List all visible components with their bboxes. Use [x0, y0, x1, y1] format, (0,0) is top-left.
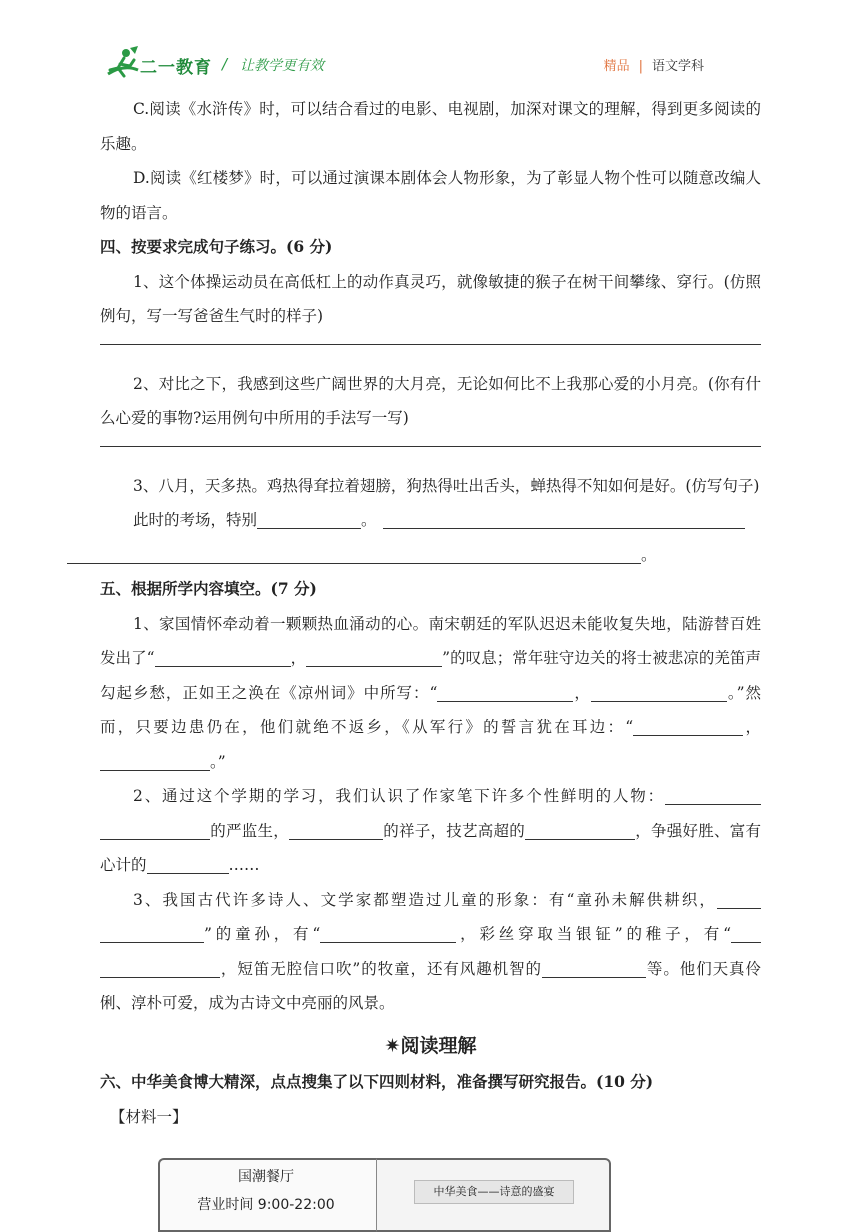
menu-tag: 中华美食——诗意的盛宴	[414, 1180, 574, 1204]
reading-section-title: ✷阅读理解	[384, 1034, 477, 1057]
fill-blank[interactable]	[437, 684, 573, 701]
s4-question-1: 1、这个体操运动员在高低杠上的动作真灵巧，就像敏捷的猴子在树干间攀缘、穿行。(仿照例句，写一写爸爸生气时的样子)	[100, 272, 761, 325]
restaurant-name: 国潮餐厅	[238, 1169, 294, 1185]
fill-blank[interactable]	[731, 926, 761, 943]
s5-question-3: 3、我国古代许多诗人、文学家都塑造过儿童的形象：有“童孙未解供耕织，”的童孙，有“ ，彩丝穿取当银钲”的稚子，有“，短笛无腔信口吹”的牧童，还有风趣机智的 等。他们天真伶俐、淳朴可爱，成为古诗文中亮丽的风景。	[100, 890, 761, 1012]
s4-question-2: 2、对比之下，我感到这些广阔世界的大月亮，无论如何比不上我那心爱的小月亮。(你有什么心爱的事物?运用例句中所用的手法写一写)	[100, 374, 761, 427]
section-4-title: 四、按要求完成句子练习。(6 分)	[100, 237, 333, 256]
subject-label: 语文学科	[651, 59, 704, 74]
document-body	[100, 92, 761, 1134]
s4-question-3-fill: 此时的考场，特别 。 。	[100, 503, 761, 572]
header-slash: /	[222, 55, 228, 73]
brand-slogan: 让教学更有效	[240, 58, 324, 74]
fill-blank[interactable]	[306, 650, 442, 667]
section-6-title: 六、中华美食博大精深，点点搜集了以下四则材料，准备撰写研究报告。(10 分)	[100, 1072, 654, 1091]
fill-blank[interactable]	[633, 719, 743, 736]
s5-question-2: 2、通过这个学期的学习，我们认识了作家笔下许多个性鲜明的人物：的严监生， 的祥子，技艺高超的 ，争强好胜、富有心计的 ……	[100, 787, 761, 874]
fill-blank[interactable]	[525, 822, 635, 839]
s4-question-3: 3、八月，天多热。鸡热得耷拉着翅膀，狗热得吐出舌头，蝉热得不知如何是好。(仿写句子)	[133, 476, 760, 495]
fill-blank[interactable]	[717, 891, 761, 908]
fill-blank[interactable]	[100, 960, 220, 977]
fill-blank[interactable]	[383, 512, 745, 529]
header-right	[604, 55, 704, 74]
opening-hours: 营业时间 9:00-22:00	[197, 1197, 335, 1213]
fill-blank[interactable]	[100, 822, 210, 839]
fill-blank[interactable]	[67, 546, 641, 563]
option-d: D.阅读《红楼梦》时，可以通过演课本剧体会人物形象，为了彰显人物个性可以随意改编人物的语言。	[100, 169, 761, 222]
fill-blank[interactable]	[289, 822, 383, 839]
fill-blank[interactable]	[665, 788, 761, 805]
fill-blank[interactable]	[100, 926, 204, 943]
page-header	[0, 0, 860, 90]
material-1-label: 【材料一】	[110, 1107, 188, 1126]
fill-blank[interactable]	[320, 926, 456, 943]
fill-blank[interactable]	[257, 512, 361, 529]
option-c: C.阅读《水浒传》时，可以结合看过的电影、电视剧，加深对课文的理解，得到更多阅读的乐趣。	[100, 100, 761, 153]
quality-label: 精品	[603, 59, 630, 74]
fill-blank[interactable]	[155, 650, 291, 667]
brand-name: 二一教育	[140, 58, 212, 78]
answer-line[interactable]	[100, 446, 761, 447]
s5-question-1: 1、家国情怀牵动着一颗颗热血涌动的心。南宋朝廷的军队迟迟未能收复失地，陆游替百姓发出了“ ， ”的叹息；常年驻守边关的将士被悲凉的羌笛声勾起乡愁，正如王之涣在《凉州词》中所写：“ ， 。”然而，只要边患仍在，他们就绝不返乡，《从军行》的誓言犹在耳边：“ ，。”	[100, 614, 761, 771]
section-5-title: 五、根据所学内容填空。(7 分)	[100, 579, 317, 598]
fill-blank[interactable]	[591, 684, 727, 701]
header-divider: |	[638, 59, 643, 74]
fill-blank[interactable]	[147, 857, 229, 874]
answer-line[interactable]	[100, 344, 761, 345]
fill-blank[interactable]	[100, 753, 210, 770]
fill-blank[interactable]	[542, 960, 646, 977]
